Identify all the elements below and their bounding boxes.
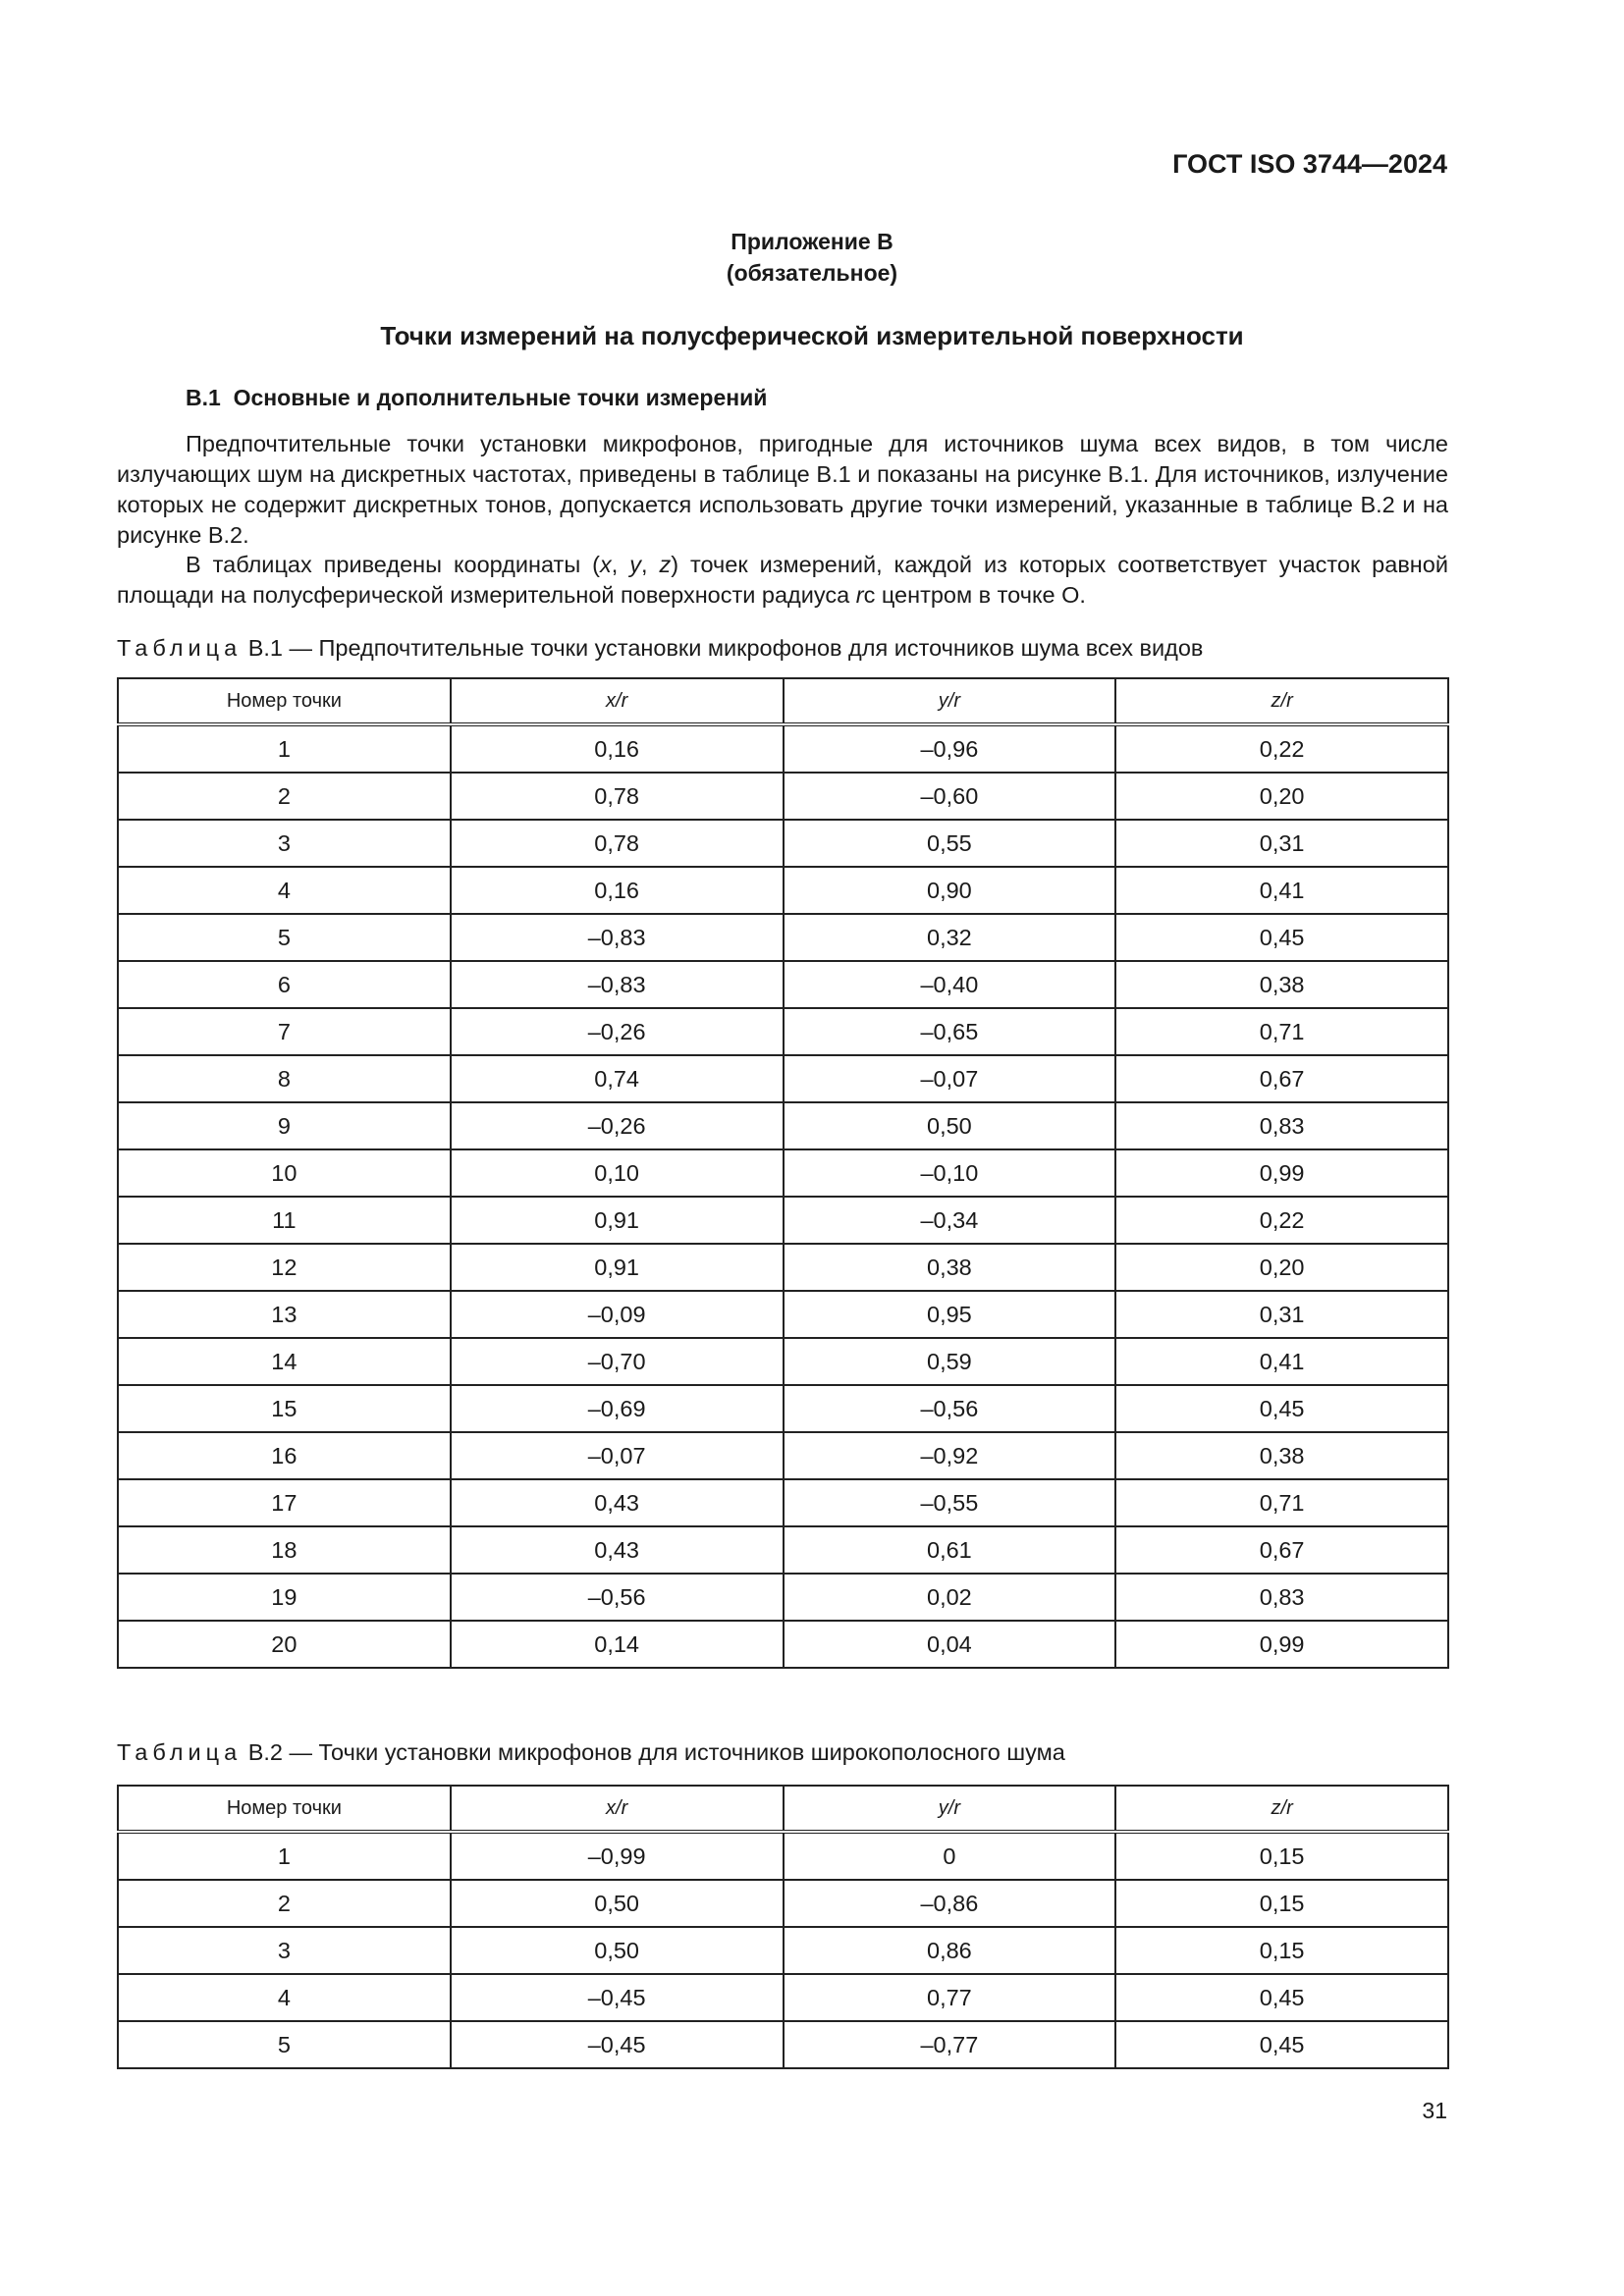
table2-col-x: x/r (451, 1786, 784, 1832)
table-cell: –0,55 (784, 1479, 1116, 1526)
table-cell: 0,86 (784, 1927, 1116, 1974)
table-row (118, 1832, 1448, 1880)
table-cell: –0,56 (451, 1574, 784, 1621)
table1-header-row (118, 678, 1448, 724)
table-cell: 0,02 (784, 1574, 1116, 1621)
table-cell: 0,67 (1115, 1055, 1448, 1102)
table-cell: 0,99 (1115, 1621, 1448, 1668)
table-cell: 2 (118, 1880, 451, 1927)
p2-sep1: , (611, 552, 630, 577)
table-cell: 2 (118, 773, 451, 820)
table-cell: 0,45 (1115, 2021, 1448, 2068)
p2-x: x (599, 552, 612, 577)
table2-col-z: z/r (1115, 1786, 1448, 1832)
table-row (118, 1197, 1448, 1244)
table-cell: 7 (118, 1008, 451, 1055)
table-row (118, 961, 1448, 1008)
table-row (118, 1621, 1448, 1668)
table-row (118, 1102, 1448, 1149)
table-cell: –0,40 (784, 961, 1116, 1008)
table-cell: 0,50 (784, 1102, 1116, 1149)
table-cell: 4 (118, 1974, 451, 2021)
table1-col-point: Номер точки (118, 678, 451, 724)
table-cell: 0,55 (784, 820, 1116, 867)
table-cell: 0,90 (784, 867, 1116, 914)
table-cell: 13 (118, 1291, 451, 1338)
table-cell: 0,50 (451, 1880, 784, 1927)
table-cell: 10 (118, 1149, 451, 1197)
table-cell: 0,32 (784, 914, 1116, 961)
table1-label: Таблица (117, 635, 243, 661)
table-cell: –0,83 (451, 961, 784, 1008)
table-cell: 0,99 (1115, 1149, 1448, 1197)
table-row (118, 1574, 1448, 1621)
appendix-status: (обязательное) (726, 260, 898, 286)
table-cell: –0,34 (784, 1197, 1116, 1244)
table-row (118, 1291, 1448, 1338)
table-cell: 0,50 (451, 1927, 784, 1974)
table-cell: 15 (118, 1385, 451, 1432)
table-cell: 0,43 (451, 1479, 784, 1526)
table-cell: –0,92 (784, 1432, 1116, 1479)
table1-col-x: x/r (451, 678, 784, 724)
table-cell: 0,45 (1115, 1974, 1448, 2021)
table-cell: 0,38 (1115, 961, 1448, 1008)
p2-sep2: , (640, 552, 660, 577)
table2-caption (117, 1739, 1065, 1766)
table-row (118, 1385, 1448, 1432)
table-cell: 0,15 (1115, 1880, 1448, 1927)
table-cell: –0,69 (451, 1385, 784, 1432)
table-cell: 5 (118, 2021, 451, 2068)
table-cell: 0,83 (1115, 1102, 1448, 1149)
table-cell: 0,43 (451, 1526, 784, 1574)
subsection-number: В.1 (186, 385, 221, 410)
table-cell: 0,38 (784, 1244, 1116, 1291)
table-row (118, 1526, 1448, 1574)
table-row (118, 1880, 1448, 1927)
table-cell: 0,20 (1115, 1244, 1448, 1291)
table-cell: 0,41 (1115, 867, 1448, 914)
table-cell: 0,14 (451, 1621, 784, 1668)
table-cell: –0,86 (784, 1880, 1116, 1927)
p2-r: r (855, 582, 864, 608)
table-cell: –0,45 (451, 1974, 784, 2021)
table-cell: 0,15 (1115, 1832, 1448, 1880)
table-cell: 19 (118, 1574, 451, 1621)
table-cell: 3 (118, 820, 451, 867)
section-title: Точки измерений на полусферической измерительной поверхности (380, 321, 1244, 350)
table-cell: 4 (118, 867, 451, 914)
paragraph-1: Предпочтительные точки установки микрофонов, пригодные для источников шума всех видов, в том числе излучающих шум на дискретных частотах, приведены в таблице В.1 и показаны на рисунке В.1. Для источников, излучение которых не содержит дискретных тонов, допускается использовать другие точки измерений, указанные в таблице В.2 и на рисунке В.2. (117, 431, 1448, 548)
table-cell: 16 (118, 1432, 451, 1479)
table-cell: 0,95 (784, 1291, 1116, 1338)
table-cell: 11 (118, 1197, 451, 1244)
table-cell: 0,16 (451, 724, 784, 773)
page-number: 31 (1422, 2098, 1447, 2123)
table-cell: 0,45 (1115, 1385, 1448, 1432)
table-row (118, 1432, 1448, 1479)
table-cell: 0,59 (784, 1338, 1116, 1385)
table-cell: 0,91 (451, 1244, 784, 1291)
p2-text-c: с центром в точке O. (863, 582, 1086, 608)
table2-col-y: y/r (784, 1786, 1116, 1832)
table-cell: –0,77 (784, 2021, 1116, 2068)
table-cell: 0,10 (451, 1149, 784, 1197)
table-row (118, 820, 1448, 867)
table-cell: 20 (118, 1621, 451, 1668)
table-row (118, 1008, 1448, 1055)
table2-caption-text: В.2 — Точки установки микрофонов для источников широкополосного шума (247, 1739, 1065, 1765)
table1-col-y: y/r (784, 678, 1116, 724)
table-row (118, 867, 1448, 914)
subsection-heading (186, 385, 767, 411)
table2 (117, 1785, 1449, 2069)
table-row (118, 914, 1448, 961)
table1-col-z: z/r (1115, 678, 1448, 724)
table-cell: 0,20 (1115, 773, 1448, 820)
table-cell: –0,60 (784, 773, 1116, 820)
table-row (118, 724, 1448, 773)
table-cell: 6 (118, 961, 451, 1008)
table-cell: –0,10 (784, 1149, 1116, 1197)
table-cell: –0,07 (451, 1432, 784, 1479)
table-cell: 0,78 (451, 820, 784, 867)
table-row (118, 1479, 1448, 1526)
table-row (118, 1149, 1448, 1197)
table-cell: –0,96 (784, 724, 1116, 773)
table-cell: 0,91 (451, 1197, 784, 1244)
table-cell: 0,22 (1115, 1197, 1448, 1244)
table-row (118, 1974, 1448, 2021)
table1 (117, 677, 1449, 1669)
table-cell: –0,56 (784, 1385, 1116, 1432)
table-row (118, 1244, 1448, 1291)
table-cell: 0,16 (451, 867, 784, 914)
p2-text-a: В таблицах приведены координаты ( (186, 552, 600, 577)
table-cell: 3 (118, 1927, 451, 1974)
table-cell: 0,41 (1115, 1338, 1448, 1385)
table-cell: –0,09 (451, 1291, 784, 1338)
table-cell: 0,83 (1115, 1574, 1448, 1621)
table-cell: 1 (118, 724, 451, 773)
table-cell: 0,38 (1115, 1432, 1448, 1479)
table-cell: 5 (118, 914, 451, 961)
table1-caption (117, 635, 1203, 662)
table-cell: 0,31 (1115, 820, 1448, 867)
table1-body (118, 724, 1448, 1668)
table-cell: –0,70 (451, 1338, 784, 1385)
table-cell: 0 (784, 1832, 1116, 1880)
table-cell: 0,77 (784, 1974, 1116, 2021)
table-row (118, 773, 1448, 820)
table-row (118, 1338, 1448, 1385)
table-cell: 9 (118, 1102, 451, 1149)
table-cell: 0,78 (451, 773, 784, 820)
table-cell: 0,45 (1115, 914, 1448, 961)
p2-z: z (659, 552, 672, 577)
table-cell: 8 (118, 1055, 451, 1102)
table-cell: –0,99 (451, 1832, 784, 1880)
table-cell: 0,67 (1115, 1526, 1448, 1574)
table-row (118, 1927, 1448, 1974)
p2-y: y (629, 552, 641, 577)
table-cell: 0,71 (1115, 1008, 1448, 1055)
table-cell: 0,61 (784, 1526, 1116, 1574)
table-cell: 17 (118, 1479, 451, 1526)
table-cell: –0,45 (451, 2021, 784, 2068)
table-cell: 0,71 (1115, 1479, 1448, 1526)
table2-body (118, 1832, 1448, 2068)
subsection-title: Основные и дополнительные точки измерений (233, 385, 768, 410)
table-cell: 14 (118, 1338, 451, 1385)
table-cell: 1 (118, 1832, 451, 1880)
table2-col-point: Номер точки (118, 1786, 451, 1832)
table-cell: –0,65 (784, 1008, 1116, 1055)
table-cell: –0,26 (451, 1008, 784, 1055)
table-cell: 0,74 (451, 1055, 784, 1102)
table-cell: 0,04 (784, 1621, 1116, 1668)
table-cell: 12 (118, 1244, 451, 1291)
table2-header-row (118, 1786, 1448, 1832)
table-row (118, 1055, 1448, 1102)
table-cell: –0,26 (451, 1102, 784, 1149)
document-standard-header: ГОСТ ISO 3744—2024 (1172, 149, 1447, 179)
table-cell: –0,83 (451, 914, 784, 961)
p2-text-b: ) точек измерений, каждой из которых соответствует участок равной площади на полусферической измерительной поверхности радиуса (117, 552, 1448, 608)
table1-caption-text: В.1 — Предпочтительные точки установки микрофонов для источников шума всех видов (247, 635, 1204, 661)
table-cell: 0,15 (1115, 1927, 1448, 1974)
table-cell: 0,22 (1115, 724, 1448, 773)
table-cell: 0,31 (1115, 1291, 1448, 1338)
table-row (118, 2021, 1448, 2068)
paragraph-2 (117, 550, 1448, 611)
appendix-title: Приложение В (731, 229, 893, 254)
table2-label: Таблица (117, 1739, 243, 1765)
table-cell: 18 (118, 1526, 451, 1574)
table-cell: –0,07 (784, 1055, 1116, 1102)
